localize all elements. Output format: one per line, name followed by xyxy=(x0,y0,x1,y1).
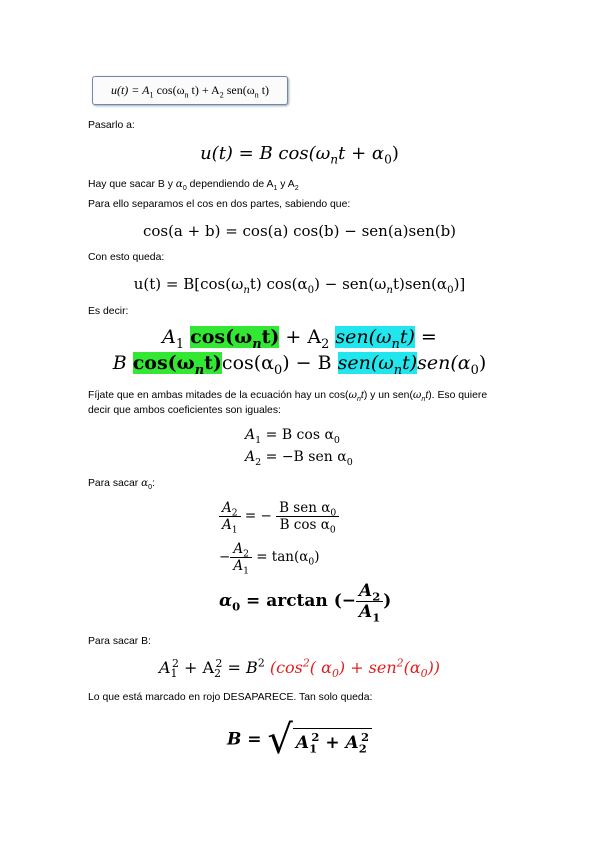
highlight-sen-cyan-2: $sen(\omega_nt)$ xyxy=(337,352,418,378)
square-root: √ $A_1^2 + A_2^2$ xyxy=(267,720,372,760)
boxed-equation: $u(t) = A_1$ $\cos(\omega_n$ $t) + A_2$ $sen(\omega_n$ t) xyxy=(92,76,288,105)
paragraph-sacar-alpha: Para sacar $\alpha_0$: xyxy=(88,477,155,492)
fraction-a2-a1-neg: $\frac{A_2}{A_1}$ xyxy=(230,541,252,574)
highlight-sen-cyan: $sen(\omega_nt)$ xyxy=(335,326,415,352)
equation-a1: $A_1 = B$ $\cos \alpha_0$ xyxy=(245,427,340,446)
fraction-a2-a1-bold: $\frac{A_2}{A_1}$ xyxy=(356,581,383,622)
paragraph-desaparece: Lo que está marcado en rojo DESAPARECE. Tan solo queda: xyxy=(88,692,373,703)
paragraph-sacar-b: Para sacar B: xyxy=(88,636,151,647)
equation-expanded: $u(t) = B[\cos(\omega_nt) \cos(\alpha_0) - sen(\omega_nt)sen(\alpha_0)]$ xyxy=(133,275,466,296)
paragraph-es-decir: Es decir: xyxy=(88,306,129,317)
equation-target-form: u(t) = B $\cos(\omega_nt + \alpha_0)$ xyxy=(200,143,399,167)
equation-highlighted-line2: B $\cos(\omega_nt)\cos(\alpha_0) - B$ $sen(\omega_nt)sen(\alpha_0)$ xyxy=(112,352,487,378)
paragraph-hay-que-sacar: Hay que sacar B y $\alpha_0$ dependiendo de $A_1$ y $A_2$ xyxy=(88,178,299,193)
equation-b-result: B = √ $A_1^2 + A_2^2$ xyxy=(0,720,599,760)
equation-arctan-result: $\alpha_0 = \arctan$ (− $\frac{A_2}{A_1}$ ) xyxy=(219,581,392,625)
highlight-cos-green: $\cos(\omega_nt)$ xyxy=(190,326,280,352)
paragraph-fijate: Fíjate que en ambas mitades de la ecuación hay un $\cos(\omega_nt)$ y un $sen(\omega_nt)$. Eso quiere xyxy=(88,389,488,404)
equation-ratio: $\frac{A_2}{A_1}$ = − $\frac{B sen \alpha_0}{B \cos \alpha_0}$ xyxy=(219,500,339,533)
equation-sum-squares: $A_1^2 + A_2^2 = B^2$ ($\cos^2$( $\alpha_0) + sen^2(\alpha_0)$) xyxy=(158,656,441,681)
equation-a2: $A_2 = -B$ sen $\alpha_0$ xyxy=(245,449,353,468)
paragraph-para-ello: Para ello separamos el cos en dos partes, sabiendo que: xyxy=(88,199,351,210)
equation-cos-sum: cos(a + b) = cos(a) cos(b) − sen(a)sen(b) xyxy=(142,222,457,240)
paragraph-coeficientes: decir que ambos coeficientes son iguales: xyxy=(88,405,281,416)
paragraph-pasarlo: Pasarlo a: xyxy=(88,120,135,131)
highlight-cos-green-2: $\cos(\omega_nt)$ xyxy=(132,352,222,378)
fraction-sen-cos: $\frac{B sen \alpha_0}{B \cos \alpha_0}$ xyxy=(276,500,339,533)
fraction-a2-a1: $\frac{A_2}{A_1}$ xyxy=(219,500,241,533)
red-trig-identity: ($\cos^2$( $\alpha_0) + sen^2(\alpha_0)$) xyxy=(264,656,441,681)
equation-tan: − $\frac{A_2}{A_1}$ = $\tan(\alpha_0)$ xyxy=(219,541,320,577)
paragraph-con-esto: Con esto queda: xyxy=(88,252,165,263)
equation-highlighted-line1: $A_1$ $\cos(\omega_nt) + A_2$ $sen(\omega_nt)$ = xyxy=(162,326,437,352)
